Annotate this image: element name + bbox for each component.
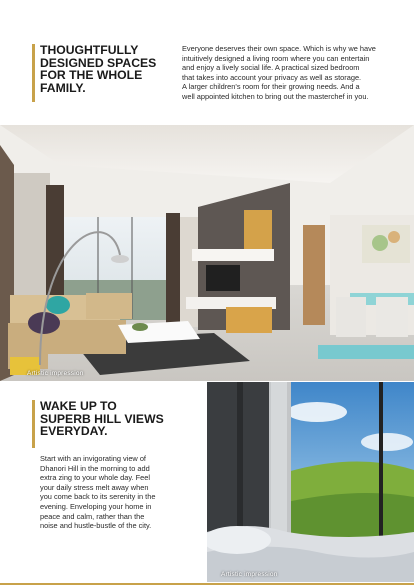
heading-line: WAKE UP TO [40,399,117,413]
living-room-caption: Artistic impression [27,370,84,377]
living-room-illustration [0,125,414,381]
heading-accent-bar [32,400,35,448]
bedroom-illustration [207,382,414,582]
section1-heading [40,44,156,94]
heading-line: SUPERB HILL VIEWS [40,411,164,426]
section2-heading [40,400,164,438]
heading-line: THOUGHTFULLY [40,43,139,57]
heading-accent-bar [32,44,35,102]
heading-line: EVERYDAY. [40,424,108,439]
bedroom-caption: Artistic impression [221,571,278,578]
living-room-photo [0,125,414,381]
bedroom-photo [207,382,414,582]
section2-body: Start with an invigorating view of Dhanori Hill in the morning to add extra zing to your whole day. Feel your daily stress melt away when you come back to its serenity in the evening. Enveloping your home in peace and calm, rather than the noise and hustle-bustle of the city. [40,454,156,531]
heading-line: FOR THE WHOLE [40,68,143,83]
section1-body: Everyone deserves their own space. Which is why we have intuitively designed a living room where you can entertain and enjoy a lively social life. A practical sized bedroom that takes into account your privacy as well as storage. A larger children's room for their growing needs. And a well appointed kitchen to bring out the masterchef in you. [182,44,376,101]
heading-line: DESIGNED SPACES [40,55,157,70]
heading-line: FAMILY. [40,80,86,95]
